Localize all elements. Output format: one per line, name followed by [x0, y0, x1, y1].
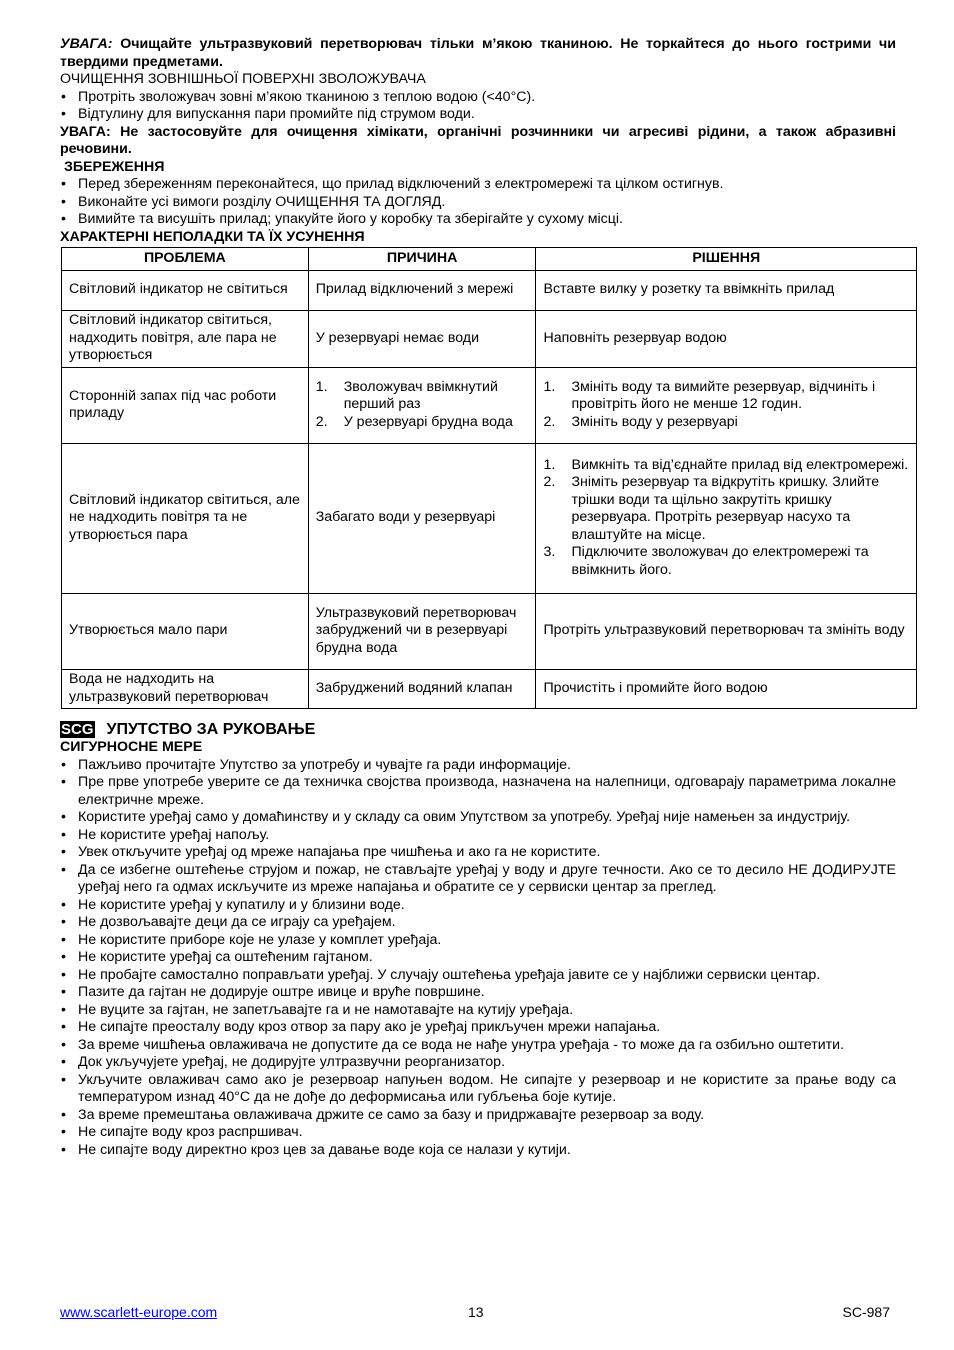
cause-cell: Забруджений водяний клапан — [308, 669, 536, 708]
heading-cleaning-outer: ОЧИЩЕННЯ ЗОВНІШНЬОЇ ПОВЕРХНІ ЗВОЛОЖУВАЧА — [60, 71, 426, 87]
website-link[interactable]: www.scarlett-europe.com — [60, 1304, 218, 1320]
list-item-text: Протріть зволожувач зовні м’якою тканиною з теплою водою (<40°С). — [78, 88, 536, 105]
list-item — [60, 862, 896, 897]
warning-chemicals: УВАГА: Не застосовуйте для очищення хімікати, органічні розчинники чи агресиві рідини, а також абразивні речовини. — [60, 123, 896, 157]
list-item-text: За време чишћења овлаживача не допустите да се вода не нађе унутра уређаја - то може да га озбиљно оштетити. — [78, 1036, 845, 1053]
table-row — [62, 270, 917, 310]
table-row — [62, 310, 917, 367]
problem-cell: Вода не надходить на ультразвуковий перетворювач — [62, 669, 309, 708]
column-header-problem: ПРОБЛЕМА — [62, 248, 309, 271]
solution-list — [543, 379, 909, 432]
list-item — [60, 106, 896, 124]
problem-cell: Світловий індикатор не світиться — [62, 270, 309, 310]
list-item: Змініть воду у резервуарі — [571, 413, 738, 430]
list-item — [60, 1107, 896, 1125]
cause-cell: У резервуарі немає води — [308, 310, 536, 367]
list-item-text: Не користите приборе које не улазе у комплет уређаја. — [78, 931, 442, 948]
problem-cell: Світловий індикатор світиться, надходить повітря, але пара не утворюється — [62, 310, 309, 367]
page-number: 13 — [468, 1304, 484, 1320]
list-item-text: Док укључујете уређај, не додирујте ултразвучни реорганизатор. — [78, 1054, 506, 1070]
list-item-text: Не сипајте воду кроз распршивач. — [78, 1124, 303, 1140]
list-item — [60, 89, 896, 107]
list-item — [60, 949, 896, 967]
section-subtitle: СИГУРНОСНЕ МЕРЕ — [60, 739, 203, 755]
list-item-text: За време премештања овлаживача држите се само за базу и придржавајте резервоар за воду. — [78, 1106, 705, 1123]
language-badge: SCG — [61, 720, 94, 738]
list-item — [60, 1054, 896, 1072]
list-item: Зніміть резервуар та відкрутіть кришку. Злийте трішки води та щільно закрутіть кришку резервуара. Протріть резервуар насухо та влаштуйте на місце. — [571, 474, 880, 543]
list-item-text: Пажљиво прочитајте Упутство за употребу и чувајте га ради информације. — [78, 756, 571, 773]
list-item — [60, 1037, 896, 1055]
solution-list — [543, 457, 909, 580]
solution-cell: Прочистіть і промийте його водою — [536, 669, 917, 708]
problem-cell: Сторонній запах під час роботи приладу — [62, 367, 309, 443]
cause-cell — [308, 367, 536, 443]
column-header-solution: РІШЕННЯ — [536, 248, 917, 271]
list-item-text: Пре прве употребе уверите се да техничка својства производа, назначена на налепници, одговарају параметрима локалне електричне мреже. — [78, 774, 896, 808]
list-item — [60, 914, 896, 932]
column-header-cause: ПРИЧИНА — [308, 248, 536, 271]
cause-cell: Прилад відключений з мережі — [308, 270, 536, 310]
safety-list — [60, 757, 896, 1160]
list-item-text: Не пробајте самостално поправљати уређај. У случају оштећења уређаја јавите се у најближи сервиски центар. — [78, 966, 821, 983]
list-item-text: Пазите да гајтан не додирује оштре ивице и вруће површине. — [78, 984, 485, 1000]
page-footer — [60, 1304, 890, 1322]
problem-cell: Світловий індикатор світиться, але не надходить повітря та не утворюється пара — [62, 443, 309, 593]
list-item — [60, 897, 896, 915]
table-row — [62, 669, 917, 708]
list-item-text: Да се избегне оштећење струјом и пожар, не стављајте уређај у воду и друге течности. Ако се то десило НЕ ДОДИРУЈТЕ уређај него га одмах искључите из мреже напајања и обратите се у сервиски центар за преглед. — [78, 861, 896, 895]
list-item — [60, 176, 896, 194]
list-item-text: Укључите овлаживач само ако је резервоар напуњен водом. Не сипајте у резервоар и не користите за прање воду са температуром изнад 40°С да не дође до деформисања или губљења боје кутије. — [78, 1071, 896, 1105]
list-item — [60, 844, 896, 862]
list-item-text: Відтулину для випускання пари промийте під струмом води. — [78, 106, 475, 122]
solution-cell: Вставте вилку у розетку та ввімкніть прилад — [536, 270, 917, 310]
problem-cell: Утворюється мало пари — [62, 593, 309, 669]
list-item — [60, 194, 896, 212]
heading-troubleshooting: ХАРАКТЕРНІ НЕПОЛАДКИ ТА ЇХ УСУНЕННЯ — [60, 228, 365, 245]
list-item — [60, 984, 896, 1002]
list-item-text: Не сипајте преосталу воду кроз отвор за пару ако је уређај прикључен мрежи напајања. — [78, 1019, 661, 1035]
solution-cell: Наповніть резервуар водою — [536, 310, 917, 367]
list-item-text: Вимийте та висушіть прилад; упакуйте його у коробку та зберігайте у сухому місці. — [78, 211, 623, 227]
storage-list — [60, 176, 896, 229]
cause-list — [316, 379, 529, 432]
solution-cell — [536, 443, 917, 593]
heading-storage: ЗБЕРЕЖЕННЯ — [60, 158, 165, 175]
list-item — [60, 1124, 896, 1142]
manual-page — [60, 36, 909, 1159]
list-item-text: Виконайте усі вимоги розділу ОЧИЩЕННЯ ТА ДОГЛЯД. — [78, 193, 446, 210]
list-item-text: Увек откључите уређај од мреже напајања пре чишћења и ако га не користите. — [78, 844, 601, 860]
list-item: У резервуарі брудна вода — [343, 413, 513, 430]
warning-text: Очищайте ультразвуковий перетворювач тільки м’якою тканиною. Не торкайтеся до нього гострими чи твердими предметами. — [60, 36, 896, 70]
cause-cell: Забагато води у резервуарі — [308, 443, 536, 593]
list-item — [60, 774, 896, 809]
cause-cell: Ультразвуковий перетворювач забруджений чи в резервуарі брудна вода — [308, 593, 536, 669]
list-item — [60, 1072, 896, 1107]
table-row — [62, 593, 917, 669]
list-item-text: Не сипајте воду директно кроз цев за давање воде која се налази у кутији. — [78, 1141, 571, 1158]
list-item-text: Не користите уређај напољу. — [78, 826, 270, 843]
scg-section-header — [60, 721, 896, 740]
table-header-row — [62, 248, 917, 271]
warning-ultrasonic — [60, 36, 896, 71]
list-item — [60, 809, 896, 827]
list-item-text: Перед збереженням переконайтеся, що прилад відключений з електромережі та цілком остигнув. — [78, 176, 724, 192]
list-item — [60, 1002, 896, 1020]
list-item — [60, 1142, 896, 1160]
list-item: Вимкніть та від’єднайте прилад від електромережі. — [571, 456, 909, 473]
solution-cell: Протріть ультразвуковий перетворювач та змініть воду — [536, 593, 917, 669]
list-item-text: Не користите уређај са оштећеним гајтаном. — [78, 949, 373, 965]
model-number: SC-987 — [842, 1304, 890, 1320]
table-row — [62, 443, 917, 593]
warning-label: УВАГА: — [60, 36, 113, 52]
list-item — [60, 827, 896, 845]
cleaning-list — [60, 89, 896, 124]
section-title: УПУТСТВО ЗА РУКОВАЊЕ — [106, 720, 316, 738]
solution-cell — [536, 367, 917, 443]
list-item — [60, 1019, 896, 1037]
list-item-text: Не дозвољавајте деци да се играју са уређајем. — [78, 914, 396, 930]
list-item: Підключите зволожувач до електромережі та ввімкнить його. — [571, 544, 869, 578]
list-item — [60, 932, 896, 950]
list-item-text: Не вуците за гајтан, не запетљавајте га и не намотавајте на кутију уређаја. — [78, 1001, 574, 1018]
list-item — [60, 757, 896, 775]
troubleshooting-table — [61, 247, 917, 709]
list-item: Зволожувач ввімкнутий перший раз — [343, 378, 498, 413]
list-item — [60, 211, 896, 229]
list-item-text: Не користите уређај у купатилу и у близини воде. — [78, 896, 405, 913]
list-item-text: Користите уређај само у домаћинству и у складу са овим Упутством за употребу. Уређај није намењен за индустрију. — [78, 809, 851, 825]
list-item — [60, 967, 896, 985]
table-row — [62, 367, 917, 443]
list-item: Змініть воду та вимийте резервуар, відчиніть і провітріть його не менше 12 годин. — [571, 378, 876, 413]
